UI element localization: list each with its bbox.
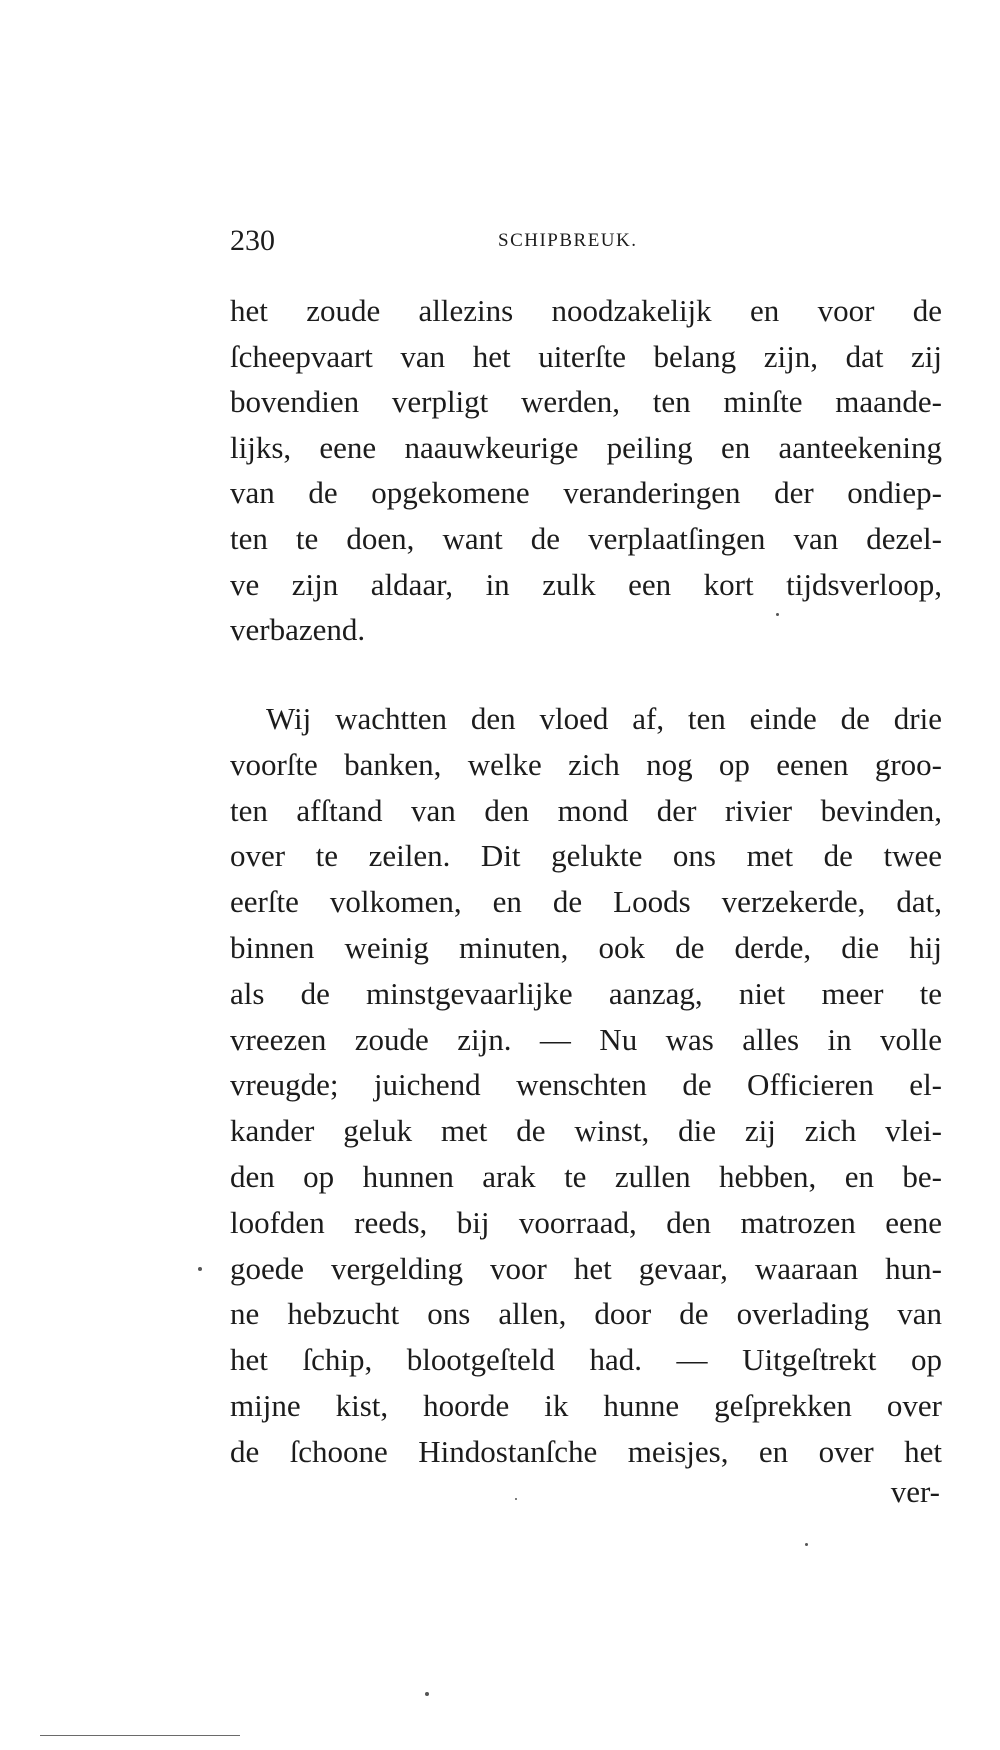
paragraph-1 bbox=[230, 288, 942, 653]
scan-mark bbox=[40, 1735, 240, 1736]
text-line: Wij wachtten den vloed af, ten einde de drie bbox=[266, 701, 942, 736]
text-line: loofden reeds, bij voorraad, den matrozen eene bbox=[230, 1204, 942, 1240]
scan-speck bbox=[805, 1543, 808, 1546]
scan-speck bbox=[198, 1267, 202, 1271]
text-line: lijks, eene naauwkeurige peiling en aanteekening bbox=[230, 429, 942, 465]
text-line: over te zeilen. Dit gelukte ons met de twee bbox=[230, 838, 942, 874]
text-line: eerſte volkomen, en de Loods verzekerde, dat, bbox=[230, 884, 942, 920]
text-line: als de minstgevaarlijke aanzag, niet meer te bbox=[230, 975, 942, 1011]
page-header bbox=[230, 221, 960, 261]
text-line: ne hebzucht ons allen, door de overlading van bbox=[230, 1296, 942, 1332]
text-line: kander geluk met de winst, die zij zich vlei- bbox=[230, 1113, 942, 1149]
scan-speck bbox=[515, 1498, 517, 1500]
catchword: ver- bbox=[890, 1474, 940, 1509]
text-line: goede vergelding voor het gevaar, waaraan hun- bbox=[230, 1250, 942, 1286]
scan-speck bbox=[776, 613, 779, 616]
text-line: ſcheepvaart van het uiterſte belang zijn, dat zij bbox=[230, 338, 942, 374]
text-line: het zoude allezins noodzakelijk en voor de bbox=[230, 293, 942, 328]
text-line: ten te doen, want de verplaatſingen van dezel- bbox=[230, 520, 942, 556]
paragraph-2 bbox=[230, 696, 942, 1475]
running-head: SCHIPBREUK. bbox=[498, 230, 638, 251]
scan-speck bbox=[425, 1692, 429, 1696]
text-line: ten afſtand van den mond der rivier bevinden, bbox=[230, 792, 942, 828]
text-line: voorſte banken, welke zich nog op eenen groo- bbox=[230, 746, 942, 782]
text-line: ve zijn aldaar, in zulk een kort tijdsverloop, bbox=[230, 566, 942, 602]
text-line: de ſchoone Hindostanſche meisjes, en over het bbox=[230, 1433, 942, 1469]
text-line: den op hunnen arak te zullen hebben, en be- bbox=[230, 1158, 942, 1194]
text-line: verbazend. bbox=[230, 612, 366, 648]
text-line: van de opgekomene veranderingen der ondiep- bbox=[230, 475, 942, 511]
page-number: 230 bbox=[230, 224, 275, 257]
text-line: vreugde; juichend wenschten de Officieren el- bbox=[230, 1067, 942, 1103]
text-line: bovendien verpligt werden, ten minſte maande- bbox=[230, 384, 942, 420]
text-line: mijne kist, hoorde ik hunne geſprekken over bbox=[230, 1387, 942, 1423]
text-line: binnen weinig minuten, ook de derde, die hij bbox=[230, 929, 942, 965]
text-line: het ſchip, blootgeſteld had. — Uitgeſtrekt op bbox=[230, 1342, 942, 1378]
text-line: vreezen zoude zijn. — Nu was alles in volle bbox=[230, 1021, 942, 1057]
